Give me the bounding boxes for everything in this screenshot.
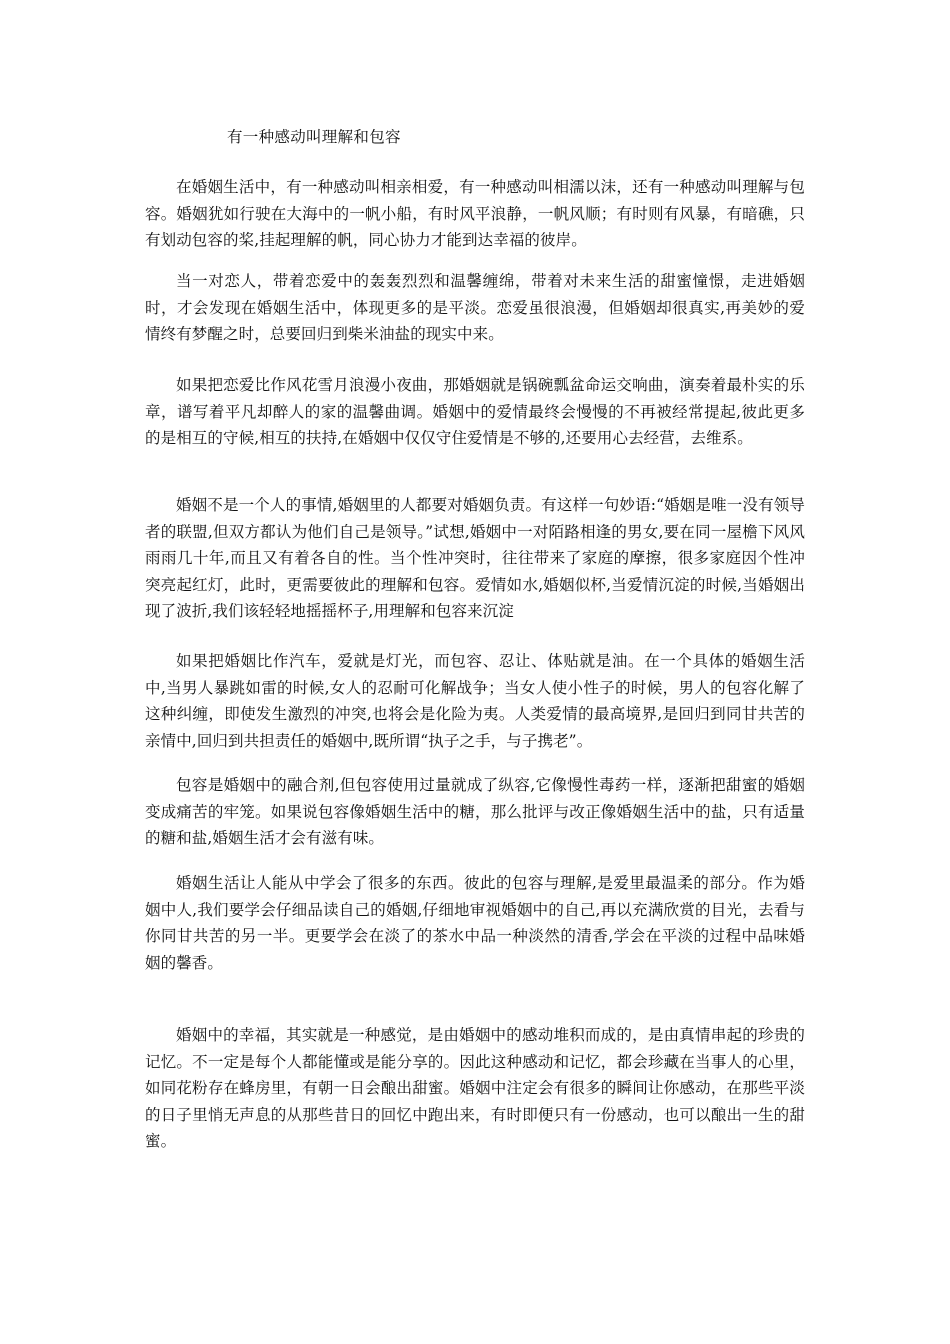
- paragraph-3: 如果把恋爱比作风花雪月浪漫小夜曲，那婚姻就是锅碗瓢盆命运交响曲，演奏着最朴实的乐章，谱写着平凡却醉人的家的温馨曲调。婚姻中的爱情最终会慢慢的不再被经常提起,彼此更多的是相互的守候,相互的扶持,在婚姻中仅仅守住爱情是不够的,还要用心去经营，去维系。: [145, 376, 805, 447]
- paragraph-1: 在婚姻生活中，有一种感动叫相亲相爱，有一种感动叫相濡以沫，还有一种感动叫理解与包容。婚姻犹如行驶在大海中的一帆小船，有时风平浪静，一帆风顺；有时则有风暴，有暗礁，只有划动包容的桨,挂起理解的帆，同心协力才能到达幸福的彼岸。: [145, 178, 805, 249]
- paragraph-8: 婚姻中的幸福，其实就是一种感觉，是由婚姻中的感动堆积而成的，是由真情串起的珍贵的记忆。不一定是每个人都能懂或是能分享的。因此这种感动和记忆，都会珍藏在当事人的心里，如同花粉存在蜂房里，有朝一日会酿出甜蜜。婚姻中注定会有很多的瞬间让你感动，在那些平淡的日子里悄无声息的从那些昔日的回忆中跑出来，有时即便只有一份感动，也可以酿出一生的甜蜜。: [145, 1026, 805, 1150]
- paragraph-2: 当一对恋人，带着恋爱中的轰轰烈烈和温馨缠绵，带着对未来生活的甜蜜憧憬，走进婚姻时，才会发现在婚姻生活中，体现更多的是平淡。恋爱虽很浪漫，但婚姻却很真实,再美妙的爱情终有梦醒之时，总要回归到柴米油盐的现实中来。: [145, 272, 805, 343]
- paragraph-4: 婚姻不是一个人的事情,婚姻里的人都要对婚姻负责。有这样一句妙语:“婚姻是唯一没有领导者的联盟,但双方都认为他们自己是领导。”试想,婚姻中一对陌路相逢的男女,要在同一屋檐下风风雨雨几十年,而且又有着各自的性。当个性冲突时，往往带来了家庭的摩擦，很多家庭因个性冲突亮起红灯，此时，更需要彼此的理解和包容。爱情如水,婚姻似杯,当爱情沉淀的时候,当婚姻出现了波折,我们该轻轻地摇摇杯子,用理解和包容来沉淀: [145, 496, 805, 620]
- document-page: [145, 0, 805, 1344]
- paragraph-7: 婚姻生活让人能从中学会了很多的东西。彼此的包容与理解,是爱里最温柔的部分。作为婚姻中人,我们要学会仔细品读自己的婚姻,仔细地审视婚姻中的自己,再以充满欣赏的目光，去看与你同甘共苦的另一半。更要学会在淡了的茶水中品一种淡然的清香,学会在平淡的过程中品味婚姻的馨香。: [145, 874, 805, 972]
- paragraph-5: 如果把婚姻比作汽车，爱就是灯光，而包容、忍让、体贴就是油。在一个具体的婚姻生活中,当男人暴跳如雷的时候,女人的忍耐可化解战争；当女人使小性子的时候，男人的包容化解了这种纠缠，即使发生激烈的冲突,也将会是化险为夷。人类爱情的最高境界,是回归到同甘共苦的亲情中,回归到共担责任的婚姻中,既所谓“执子之手，与子携老”。: [145, 652, 805, 750]
- document-title: 有一种感动叫理解和包容: [227, 128, 401, 146]
- paragraph-6: 包容是婚姻中的融合剂,但包容使用过量就成了纵容,它像慢性毒药一样，逐渐把甜蜜的婚姻变成痛苦的牢笼。如果说包容像婚姻生活中的糖，那么批评与改正像婚姻生活中的盐，只有适量的糖和盐,婚姻生活才会有滋有味。: [145, 776, 805, 847]
